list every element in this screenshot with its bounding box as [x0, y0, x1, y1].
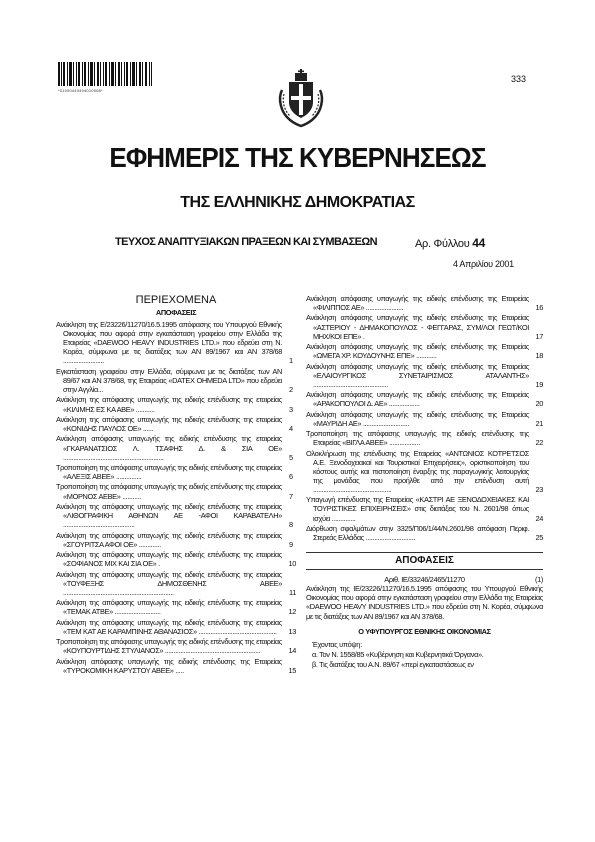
toc-entry-text: Ανάκληση απόφασης υπαγωγής της ειδικής επένδυσης της Εταιρείας «ΤΥΡΟΚΟΜΙΚΗ ΚΑΡΥΣΤΟΥ ΑΒΕΕ» ..... [56, 656, 282, 675]
toc-entry-text: Ανάκληση της απόφασης υπαγωγής της ειδικής επένδυσης της εταιρείας «ΣΓΟΥΡΙΤΣΑ ΑΦΟΙ ΟΕ» ............. [56, 530, 282, 549]
toc-subheading: ΑΠΟΦΑΣΕΙΣ [155, 308, 197, 317]
page-number: 333 [511, 74, 527, 84]
toc-entry [306, 495, 543, 522]
decision-item: β. Τις διατάξεις του Α.Ν. 89/67 «περί εγκαταστάσεως εν [312, 659, 474, 669]
toc-entry: Τροποποίηση της απόφασης υπαγωγής της ειδικής επένδυσης της εταιρείας «ΜΟΡΝΟΣ ΑΕΒΕ» ........... 7 [56, 482, 293, 501]
toc-entry-text: Τροποποίηση της απόφασης υπαγωγής της ειδικής επένδυσης της εταιρείας «ΜΟΡΝΟΣ ΑΕΒΕ» ........... [56, 482, 282, 501]
toc-entry: Εγκατάσταση γραφείου στην Ελλάδα, σύμφωνα με τις διατάξεις των ΑΝ 89/67 και ΑΝ 378/68, της Εταιρείας «DATEX OHMEDA LTD» που εδρεύει στην Αγγλία... 2 [56, 366, 293, 395]
decisions-heading: ΑΠΟΦΑΣΕΙΣ [306, 552, 543, 570]
decision-number [306, 575, 543, 584]
decision-number-text: Αριθ. ΙΕ/33246/2465/11270 [384, 575, 465, 585]
toc-entry-page: 23 [535, 484, 543, 494]
toc-entry-page: 22 [535, 438, 543, 448]
minister-heading: Ο ΥΦΥΠΟΥΡΓΟΣ ΕΘΝΙΚΗΣ ΟΙΚΟΝΟΜΙΑΣ [358, 626, 491, 636]
right-column [306, 294, 543, 670]
toc-entry-text: Ανάκληση της απόφασης υπαγωγής της ειδικής επένδυσης της εταιρείας «ΤΟΥΦΕΞΗΣ ΔΗΜΟΣΘΕΝΗΣ ΑΒΕΕ» ................................................................. [56, 569, 282, 597]
toc-entry-text: Ανάκληση απόφασης υπαγωγής της ειδικής επένδυσης της Εταιρείας «ΩΜΕΓΑ ΧΡ. ΚΟΥΔΟΥΝΗΣ ΕΠΕ» ............ [306, 342, 529, 361]
toc-entry-page: 17 [535, 331, 543, 341]
toc-entry-page: 14 [288, 646, 296, 656]
toc-entry-text: Διόρθωση σφαλμάτων στην 3325/Π06/1/44/Ν.2601/98 απόφαση Περιφ. Στερεάς Ελλάδας ............................. [306, 523, 529, 543]
sheet-number-value: 44 [472, 236, 485, 250]
toc-entry-page: 19 [535, 379, 543, 389]
toc-entry [56, 618, 296, 636]
sheet-label: Αρ. Φύλλου [415, 238, 470, 250]
toc-entry: Ανάκληση της απόφασης υπαγωγής της ειδικής επένδυσης της εταιρείας «ΤΟΥΦΕΞΗΣ ΔΗΜΟΣΘΕΝΗΣ ΑΒΕΕ» ................................................................. 11 [56, 569, 296, 597]
toc-entry [56, 550, 296, 568]
decision-item: α. Τον Ν. 1558/85 «Κυβέρνηση και Κυβερνητικά Όργανα». [312, 649, 484, 659]
toc-entry-page: 24 [535, 513, 543, 523]
toc-entry: Ανάκληση της απόφασης υπαγωγής της ειδικής επένδυσης της εταιρείας «ΣΓΟΥΡΙΤΣΑ ΑΦΟΙ ΟΕ» ............. 9 [56, 530, 293, 549]
toc-entry-text: Τροποποίηση της απόφασης υπαγωγής της ειδικής επένδυσης της Εταιρείας «ΒΙΓΛΑ ΑΒΕΕ» .................. [306, 429, 529, 448]
toc-entry-text: Ολοκλήρωση της επένδυσης της Εταιρείας «ΑΝΤΩΝΙΟΣ ΚΟΤΡΕΤΣΟΣ Α.Ε. Ξενοδοχειακαί και Τουριστικαί Επιχειρήσεις», οριστικοποίηση του κόστους αυτής και πιστοποίηση έναρξης της παραγωγικής λειτουργίας της μονάδας που προήλθε από την επένδυση αυτή .............................................. [306, 448, 529, 494]
decision-summary: Ανάκληση της ΙΕ/23226/11270/16.5.1995 απόφασης του Υπουργού Εθνικής Οικονομίας που αφορά στην εγκατάσταση γραφείου στην Ελλάδα της Εταιρείας «DAEWOO HEAVY INDUSTRIES LTD.» που εδρεύει στη Ν. Κορέα, σύμφωνα με τις διατάξεις των ΑΝ 89/1967 και ΑΝ 378/68. [306, 584, 543, 621]
toc-entry: Ανάκληση της Ε/23226/11270/16.5.1995 απόφασης του Υπουργού Εθνικής Οικονομίας που αφορά στην εγκατάσταση γραφείου στην Ελλάδα της Εταιρείας «DAEWOO HEAVY INDUSTRIES LTD.» που εδρεύει στη Ν. Κορέα, σύμφωνα με τις διατάξεις των ΑΝ 89/1967 και ΑΝ 378/68 ........................ 1 [56, 320, 293, 366]
toc-entry [306, 313, 543, 340]
toc-entry [56, 637, 296, 655]
issue-type: ΤΕΥΧΟΣ ΑΝΑΠΤΥΞΙΑΚΩΝ ΠΡΑΞΕΩΝ ΚΑΙ ΣΥΜΒΑΣΕΩΝ [115, 236, 377, 248]
toc-entry: Ανάκληση της απόφασης υπαγωγής της ειδικής επένδυσης της εταιρείας «ΛΙΘΟΓΡΑΦΙΚΗ ΑΘΗΝΩΝ ΑΕ -ΑΦΟΙ ΚΑΡΑΒΑΤΕΛΗ» .......................................... 8 [56, 501, 293, 530]
sheet-number [415, 236, 485, 250]
toc-entry-page: 25 [535, 533, 543, 543]
gazette-title: ΕΦΗΜΕΡΙΣ ΤΗΣ ΚΥΒΕΡΝΗΣΕΩΣ [109, 142, 486, 173]
toc-entry-page: 21 [535, 418, 543, 428]
toc-entry-page: 18 [535, 351, 543, 361]
toc-entry-page: 20 [535, 399, 543, 409]
toc-entry-text: Ανάκληση απόφασης υπαγωγής της ειδικής επένδυσης της Εταιρείας «ΑΡΑΚΟΠΟΥΛΟΙ Δ. ΑΕ» .................. [306, 390, 529, 409]
toc-entry-text: Υπαγωγή επένδυσης της Εταιρείας «ΚΑΣΤΡΙ ΑΕ ΞΕΝΟΔΟΧΕΙΑΚΕΣ ΚΑΙ ΤΟΥΡΙΣΤΙΚΕΣ ΕΠΙΧΕΙΡΗΣΕΙΣ» στις διατάξεις του Ν. 2601/98 όπως ισχύει .............. [306, 495, 529, 523]
toc-entry [56, 598, 296, 616]
toc-entry-text: Ανάκληση της απόφασης υπαγωγής της ειδικής επένδυσης της εταιρείας «ΤΕΜΑΚ ΑΤΒΕ» ........................... [56, 598, 282, 617]
toc-heading: ΠΕΡΙΕΧΟΜΕΝΑ [135, 294, 217, 306]
toc-entry-text: Ανάκληση της απόφασης υπαγωγής της ειδικής επένδυσης της εταιρείας «ΛΙΘΟΓΡΑΦΙΚΗ ΑΘΗΝΩΝ ΑΕ -ΑΦΟΙ ΚΑΡΑΒΑΤΕΛΗ» .......................................... [56, 501, 282, 530]
toc-entry-text: Εγκατάσταση γραφείου στην Ελλάδα, σύμφωνα με τις διατάξεις των ΑΝ 89/67 και ΑΝ 378/68, της Εταιρείας «DATEX OHMEDA LTD» που εδρεύει στην Αγγλία... [56, 366, 282, 395]
toc-entry-page: 15 [288, 665, 296, 675]
toc-entry-text: Ανάκληση της Ε/23226/11270/16.5.1995 απόφασης του Υπουργού Εθνικής Οικονομίας που αφορά στην εγκατάσταση γραφείου στην Ελλάδα της Εταιρείας «DAEWOO HEAVY INDUSTRIES LTD.» που εδρεύει στη Ν. Κορέα, σύμφωνα με τις διατάξεις των ΑΝ 89/1967 και ΑΝ 378/68 ........................ [56, 320, 282, 366]
toc-entry-text: Ανάκληση απόφασης υπαγωγής της ειδικής επένδυσης της Εταιρείας «ΕΛΑΙΟΥΡΓΙΚΟΣ ΣΥΝΕΤΑΙΡΙΣΜΟΣ ΑΤΑΛΑΝΤΗΣ» ............................................ [306, 361, 529, 389]
toc-left-list [56, 320, 296, 675]
toc-entry: Ανάκληση της απόφασης υπαγωγής της ειδικής επένδυσης της εταιρείας «ΚΟΝΙΔΗΣ ΠΑΥΛΟΣ ΟΕ» ...... 4 [56, 414, 293, 434]
toc-entry [306, 449, 543, 494]
toc-left-column [56, 294, 296, 676]
toc-entry-page: 12 [288, 607, 296, 617]
gazette-subtitle: ΤΗΣ ΕΛΛΗΝΙΚΗΣ ΔΗΜΟΚΡΑΤΙΑΣ [180, 194, 415, 211]
toc-entry [306, 429, 543, 447]
toc-entry-page: 16 [535, 303, 543, 313]
toc-entry [306, 362, 543, 389]
issue-date: 4 Απριλίου 2001 [453, 259, 514, 269]
toc-entry-page: 10 [288, 559, 296, 569]
toc-entry-text: Ανάκληση απόφασης υπαγωγής της ειδικής επένδυσης της εταιρείας «ΓΚΑΡΑΝΑΤΣΙΟΣ Λ. ΤΣΑΦΗΣ Δ. & ΣΙΑ ΟΕ» ........................................................... [56, 434, 282, 462]
toc-entry-text: Ανάκληση της απόφασης υπαγωγής της ειδικής επένδυσης της εταιρείας «ΤΕΜ ΚΑΤ ΑΕ ΚΑΡΑΜΠΙΝΗΣ ΑΘΑΝΑΣΙΟΣ» .............................................. [56, 617, 282, 636]
toc-entry-text: Τροποποίηση της απόφασης υπαγωγής της ειδικής επένδυσης της εταιρείας «ΑΛΕΞΙΣ ΑΒΕΕ» ............... [56, 462, 282, 482]
toc-entry: Τροποποίηση της απόφασης υπαγωγής της ειδικής επένδυσης της εταιρείας «ΑΛΕΞΙΣ ΑΒΕΕ» ............... 6 [56, 462, 293, 482]
toc-entry-text: Ανάκληση απόφασης υπαγωγής της ειδικής επένδυσης της Εταιρείας «ΜΑΥΡΙΔΗ ΑΕ» ........................... [306, 409, 529, 428]
decision-marker: (1) [535, 575, 543, 585]
toc-entry [306, 342, 543, 360]
toc-entry-text: Ανάκληση της απόφασης υπαγωγής της ειδικής επένδυσης της εταιρείας «ΚΟΝΙΔΗΣ ΠΑΥΛΟΣ ΟΕ» ...... [56, 414, 282, 434]
toc-entry-text: Ανάκληση απόφασης υπαγωγής της ειδικής επένδυσης της Εταιρείας «ΦΙΛΙΠΠΟΣ ΑΕ» ...................... [306, 294, 529, 313]
toc-entry [306, 294, 543, 312]
greek-coat-of-arms-icon [276, 68, 326, 128]
toc-entry-text: Ανάκληση της απόφασης υπαγωγής της ειδικής επένδυσης της εταιρείας «ΣΟΦΙΑΝΟΣ ΜΙΧ ΚΑΙ ΣΙΑ ΟΕ» . [56, 550, 282, 569]
toc-entry: Ανάκληση της απόφασης υπαγωγής της ειδικής επένδυσης της εταιρείας «ΚΙΛΙΜΗΣ ΕΣ ΚΑ ΑΒΕ» ........... 3 [56, 395, 293, 414]
toc-entry [306, 524, 543, 542]
toc-entry [306, 390, 543, 408]
toc-entry-text: Ανάκληση της απόφασης υπαγωγής της ειδικής επένδυσης της εταιρείας «ΚΙΛΙΜΗΣ ΕΣ ΚΑ ΑΒΕ» ........... [56, 395, 282, 414]
toc-entry-page: 13 [288, 626, 296, 636]
toc-right-list [306, 294, 543, 542]
toc-entry: Ανάκληση απόφασης υπαγωγής της ειδικής επένδυσης της εταιρείας «ΓΚΑΡΑΝΑΤΣΙΟΣ Λ. ΤΣΑΦΗΣ Δ. & ΣΙΑ ΟΕ» ........................................................... 5 [56, 434, 293, 462]
toc-entry [56, 657, 296, 675]
toc-entry-text: Τροποποίηση της απόφασης υπαγωγής της ειδικής επένδυσης της εταιρείας «ΚΟΥΠΟΥΡΤΙΔΗΣ ΣΤΥΛΙΑΝΟΣ» ........................................................ [56, 637, 282, 656]
barcode [58, 62, 152, 86]
toc-entry [306, 410, 543, 428]
toc-entry-text: Ανάκληση απόφασης υπαγωγής της ειδικής επένδυσης της Εταιρείας «ΑΣΤΕΡΙΟΥ - ΔΗΜΑΚΟΠΟΥΛΟΣ - ΦΕΓΓΑΡΑΣ, ΣΥΜ/ΛΟΙ ΓΕΩΤ/ΚΟΙ ΜΗΧ/ΚΟΙ ΕΠΕ» . [306, 313, 529, 341]
decision-intro: Έχοντας υπόψη: [312, 639, 362, 649]
barcode-digits: *01000440404010008* [58, 88, 103, 93]
